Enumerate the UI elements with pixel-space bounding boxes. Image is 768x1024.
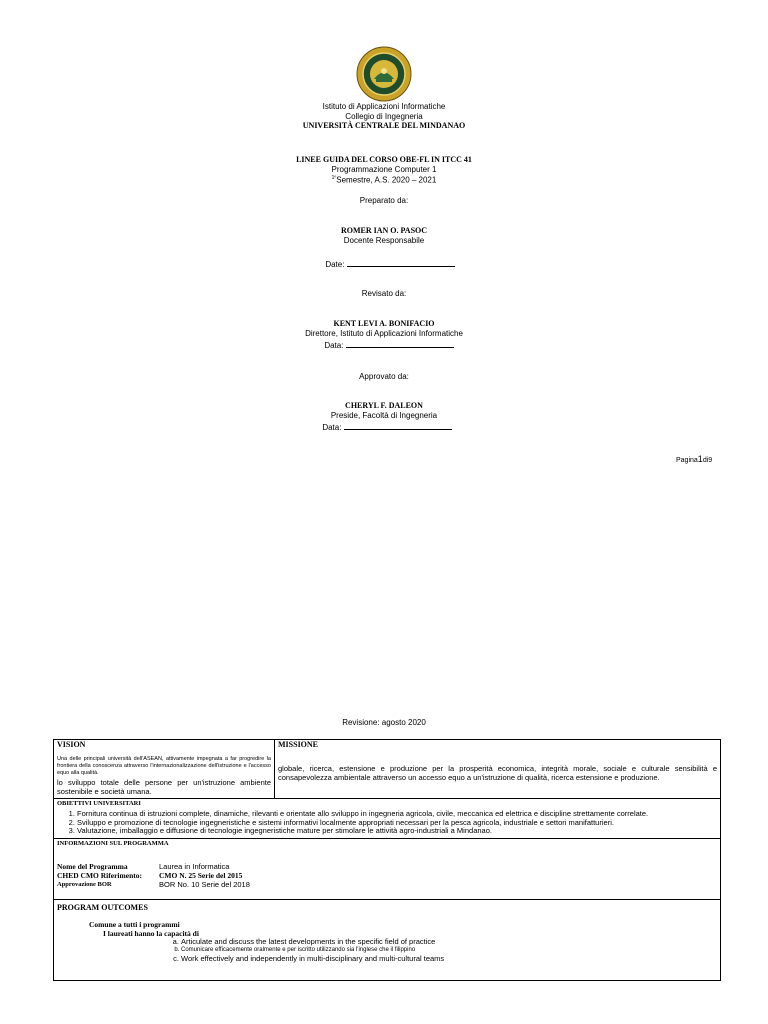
outcomes-cell [54, 899, 721, 980]
prepared-date-line [347, 258, 455, 267]
course-info-table [53, 739, 720, 981]
program-name-row [57, 862, 717, 871]
institute-name: Istituto di Applicazioni Informatiche [322, 102, 446, 111]
ched-label: CHED CMO Riferimento: [57, 870, 142, 880]
approver-role: Preside, Facoltà di Ingegneria [330, 411, 438, 420]
course-block [0, 155, 768, 185]
university-name: UNIVERSITÀ CENTRALE DEL MINDANAO [302, 121, 466, 130]
outcomes-intro: I laureati hanno la capacità di [103, 928, 199, 938]
program-info-cell [54, 838, 721, 899]
preparer-name: ROMER IAN O. PASOC [340, 226, 428, 235]
revised-label: Revisato da: [361, 289, 407, 298]
revised-date: Data: [0, 339, 768, 351]
institution-block [0, 102, 768, 131]
approved-date-line [344, 421, 452, 430]
prepared-date: Date: [0, 258, 768, 270]
program-name-value: Laurea in Informatica [159, 861, 230, 871]
mission-cell [275, 740, 721, 799]
mission-header: MISSIONE [278, 740, 319, 749]
objective-item: 3. Valutazione, imballaggio e diffusione di tecnologie ingegneristiche mature per stimolare le attività agro-industriali a Mindanao. [77, 827, 717, 836]
outcome-item: a. Articulate and discuss the latest developments in the specific field of practice [181, 938, 717, 947]
mission-text: globale, ricerca, estensione e produzione per la prosperità economica, integrità morale, sociale e culturale sensibilità e consapevolezza ambientale attraverso un accesso equo a un'istruzione di qualità, ricerca estensione e produzione. [278, 764, 717, 782]
reviser-name: KENT LEVI A. BONIFACIO [333, 319, 435, 328]
approved-date: Data: [0, 421, 768, 433]
vision-line-1: Una delle principali università dell'ASEAN, attivamente impegnata a far progredire la frontiera della conoscenza attraverso l'internazionalizzazione dell'istruzione e l'accesso equo alla qualità. [57, 756, 271, 776]
approver-name: CHERYL F. DALEON [345, 401, 423, 410]
college-name: Collegio di Ingegneria [345, 111, 423, 121]
outcomes-list [57, 938, 717, 964]
objective-item: 1. Fornitura continua di istruzioni complete, dinamiche, rilevanti e orientate allo sviluppo in ingegneria agricola, civile, meccanica ed elettrica e discipline strettamente correlate. [77, 810, 717, 819]
vision-line-2: lo sviluppo totale delle persone per un'istruzione ambiente sostenibile e società umana. [57, 778, 271, 796]
preparer-role: Docente Responsabile [343, 236, 425, 245]
course-title: LINEE GUIDA DEL CORSO OBE-FL IN ITCC 41 [296, 155, 472, 164]
revision-date: Revisione: agosto 2020 [342, 718, 426, 727]
reviser-role: Direttore, Istituto di Applicazioni Informatiche [305, 329, 463, 338]
revised-date-line [346, 339, 454, 348]
vision-header: VISION [57, 740, 86, 749]
university-seal-logo [356, 46, 412, 102]
objectives-header: OBIETTIVI UNIVERSITARI [57, 800, 141, 807]
prepared-label: Preparato da: [359, 196, 409, 205]
program-name-label: Nome del Programma [57, 861, 128, 871]
objectives-cell [54, 799, 721, 839]
objectives-list [57, 810, 717, 836]
vision-cell [54, 740, 275, 799]
outcome-item: c. Work effectively and independently in multi-disciplinary and multi-cultural teams [181, 955, 717, 964]
bor-value: BOR No. 10 Serie del 2018 [159, 879, 250, 889]
program-info-header: INFORMAZIONI SUL PROGRAMMA [57, 839, 169, 847]
outcomes-header: PROGRAM OUTCOMES [57, 902, 148, 912]
course-semester: $^{1º}$Semestre, A.S. 2020 – 2021 [331, 175, 437, 185]
ched-row [57, 871, 717, 880]
objective-item: 2. Sviluppo e promozione di tecnologie ingegneristiche e sistemi informativi localmente appropriati necessari per la pesca agricola, industriale e settori manifatturieri. [77, 819, 717, 828]
ched-value: CMO N. 25 Serie del 2015 [159, 870, 243, 880]
page-number: Pagina1di9 [676, 454, 713, 464]
approved-label: Approvato da: [359, 372, 409, 381]
course-subtitle: Programmazione Computer 1 [331, 164, 437, 174]
outcomes-common: Comune a tutti i programmi [89, 919, 180, 929]
bor-row [57, 880, 717, 889]
bor-label: Approvazione BOR [57, 880, 112, 888]
outcome-item: b. Comunicare efficacemente oralmente e per iscritto utilizzando sia l'inglese che il filippino [181, 946, 717, 955]
